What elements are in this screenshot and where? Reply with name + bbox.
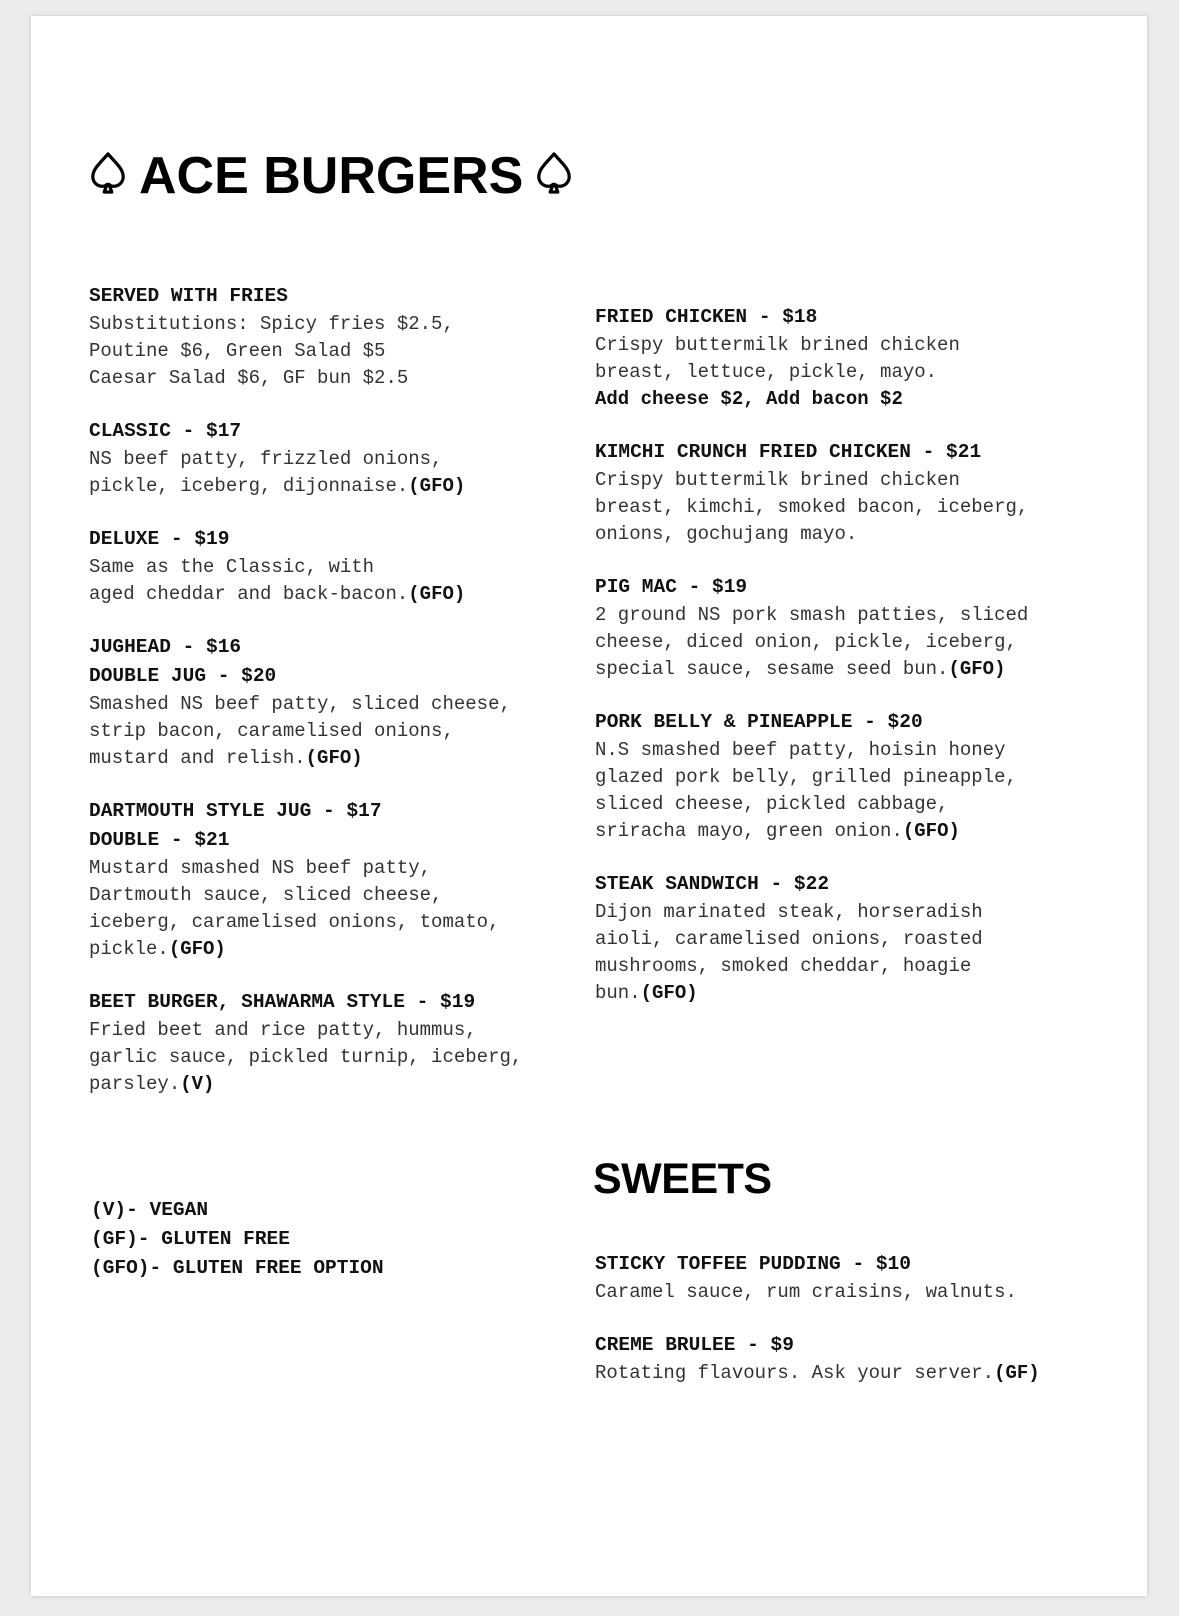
menu-item-sticky-toffee (595, 1250, 1095, 1306)
menu-item-served-with-fries (89, 282, 589, 392)
dietary-tag: (GFO) (902, 820, 960, 842)
dietary-tag: (GFO) (948, 658, 1006, 680)
right-menu-column (595, 303, 1095, 1032)
menu-item-pork-belly (595, 708, 1095, 845)
item-title: CREME BRULEE - $9 (595, 1334, 794, 1356)
item-title: CLASSIC - $17 (89, 420, 242, 442)
item-description: Dijon marinated steak, horseradish aioli, caramelised onions, roasted mushrooms, smoked cheddar, hoagie bun.(GFO) (595, 901, 983, 1004)
item-description: N.S smashed beef patty, hoisin honey glazed pork belly, grilled pineapple, sliced cheese, pickled cabbage, sriracha mayo, green onion.(GFO) (595, 739, 1017, 842)
item-description: Crispy buttermilk brined chicken breast, lettuce, pickle, mayo. (595, 334, 960, 383)
item-title-variant: DOUBLE JUG - $20 (89, 665, 277, 687)
item-description: Caramel sauce, rum craisins, walnuts. (595, 1281, 1017, 1303)
item-title: PIG MAC - $19 (595, 576, 748, 598)
menu-item-kimchi-crunch (595, 438, 1095, 548)
item-title: DARTMOUTH STYLE JUG - $17 (89, 800, 382, 822)
item-title: PORK BELLY & PINEAPPLE - $20 (595, 711, 923, 733)
item-description: Crispy buttermilk brined chicken breast, kimchi, smoked bacon, iceberg, onions, gochujang mayo. (595, 469, 1029, 545)
dietary-tag: (GFO) (640, 982, 698, 1004)
spade-icon (89, 148, 127, 192)
menu-item-steak-sandwich (595, 870, 1095, 1007)
item-description: Smashed NS beef patty, sliced cheese, strip bacon, caramelised onions, mustard and relish.(GFO) (89, 693, 511, 769)
item-title: STEAK SANDWICH - $22 (595, 873, 830, 895)
menu-item-jughead (89, 633, 589, 772)
legend-vegan: (V)- VEGAN (91, 1199, 209, 1221)
left-menu-column (89, 282, 589, 1123)
item-title: DELUXE - $19 (89, 528, 230, 550)
menu-item-pig-mac (595, 573, 1095, 683)
dietary-tag: (GFO) (168, 938, 226, 960)
menu-page (31, 16, 1147, 1596)
dietary-tag: (V) (180, 1073, 215, 1095)
item-title: SERVED WITH FRIES (89, 285, 288, 307)
sweets-heading: SWEETS (593, 1155, 772, 1203)
sweets-column (595, 1250, 1095, 1412)
item-title: STICKY TOFFEE PUDDING - $10 (595, 1253, 911, 1275)
item-description: Substitutions: Spicy fries $2.5, Poutine $6, Green Salad $5 Caesar Salad $6, GF bun $2.5 (89, 313, 454, 389)
item-title: JUGHEAD - $16 (89, 636, 242, 658)
menu-item-dartmouth-jug (89, 797, 589, 963)
menu-item-beet-burger (89, 988, 589, 1098)
dietary-tag: (GFO) (408, 475, 466, 497)
item-title: KIMCHI CRUNCH FRIED CHICKEN - $21 (595, 441, 982, 463)
menu-item-deluxe (89, 525, 589, 608)
item-description: Mustard smashed NS beef patty, Dartmouth sauce, sliced cheese, iceberg, caramelised onions, tomato, pickle.(GFO) (89, 857, 500, 960)
menu-item-classic (89, 417, 589, 500)
legend-gluten-free-option: (GFO)- GLUTEN FREE OPTION (91, 1257, 384, 1279)
dietary-tag: (GF) (994, 1362, 1040, 1384)
item-description: Fried beet and rice patty, hummus, garlic sauce, pickled turnip, iceberg, parsley.(V) (89, 1019, 523, 1095)
dietary-tag: (GFO) (408, 583, 466, 605)
spade-icon (535, 148, 573, 192)
item-title: BEET BURGER, SHAWARMA STYLE - $19 (89, 991, 476, 1013)
item-description: 2 ground NS pork smash patties, sliced cheese, diced onion, pickle, iceberg, special sauce, sesame seed bun.(GFO) (595, 604, 1029, 680)
menu-title-text: ACE BURGERS (139, 147, 524, 205)
dietary-legend (91, 1196, 384, 1283)
menu-item-fried-chicken (595, 303, 1095, 413)
menu-item-creme-brulee (595, 1331, 1095, 1387)
item-addons: Add cheese $2, Add bacon $2 (595, 388, 903, 410)
item-description: NS beef patty, frizzled onions, pickle, iceberg, dijonnaise.(GFO) (89, 448, 466, 497)
dietary-tag: (GFO) (305, 747, 363, 769)
item-title-variant: DOUBLE - $21 (89, 829, 230, 851)
item-title: FRIED CHICKEN - $18 (595, 306, 818, 328)
item-description: Same as the Classic, with aged cheddar and back-bacon.(GFO) (89, 556, 466, 605)
legend-gluten-free: (GF)- GLUTEN FREE (91, 1228, 290, 1250)
item-description: Rotating flavours. Ask your server.(GF) (595, 1362, 1040, 1384)
menu-title (89, 146, 573, 206)
